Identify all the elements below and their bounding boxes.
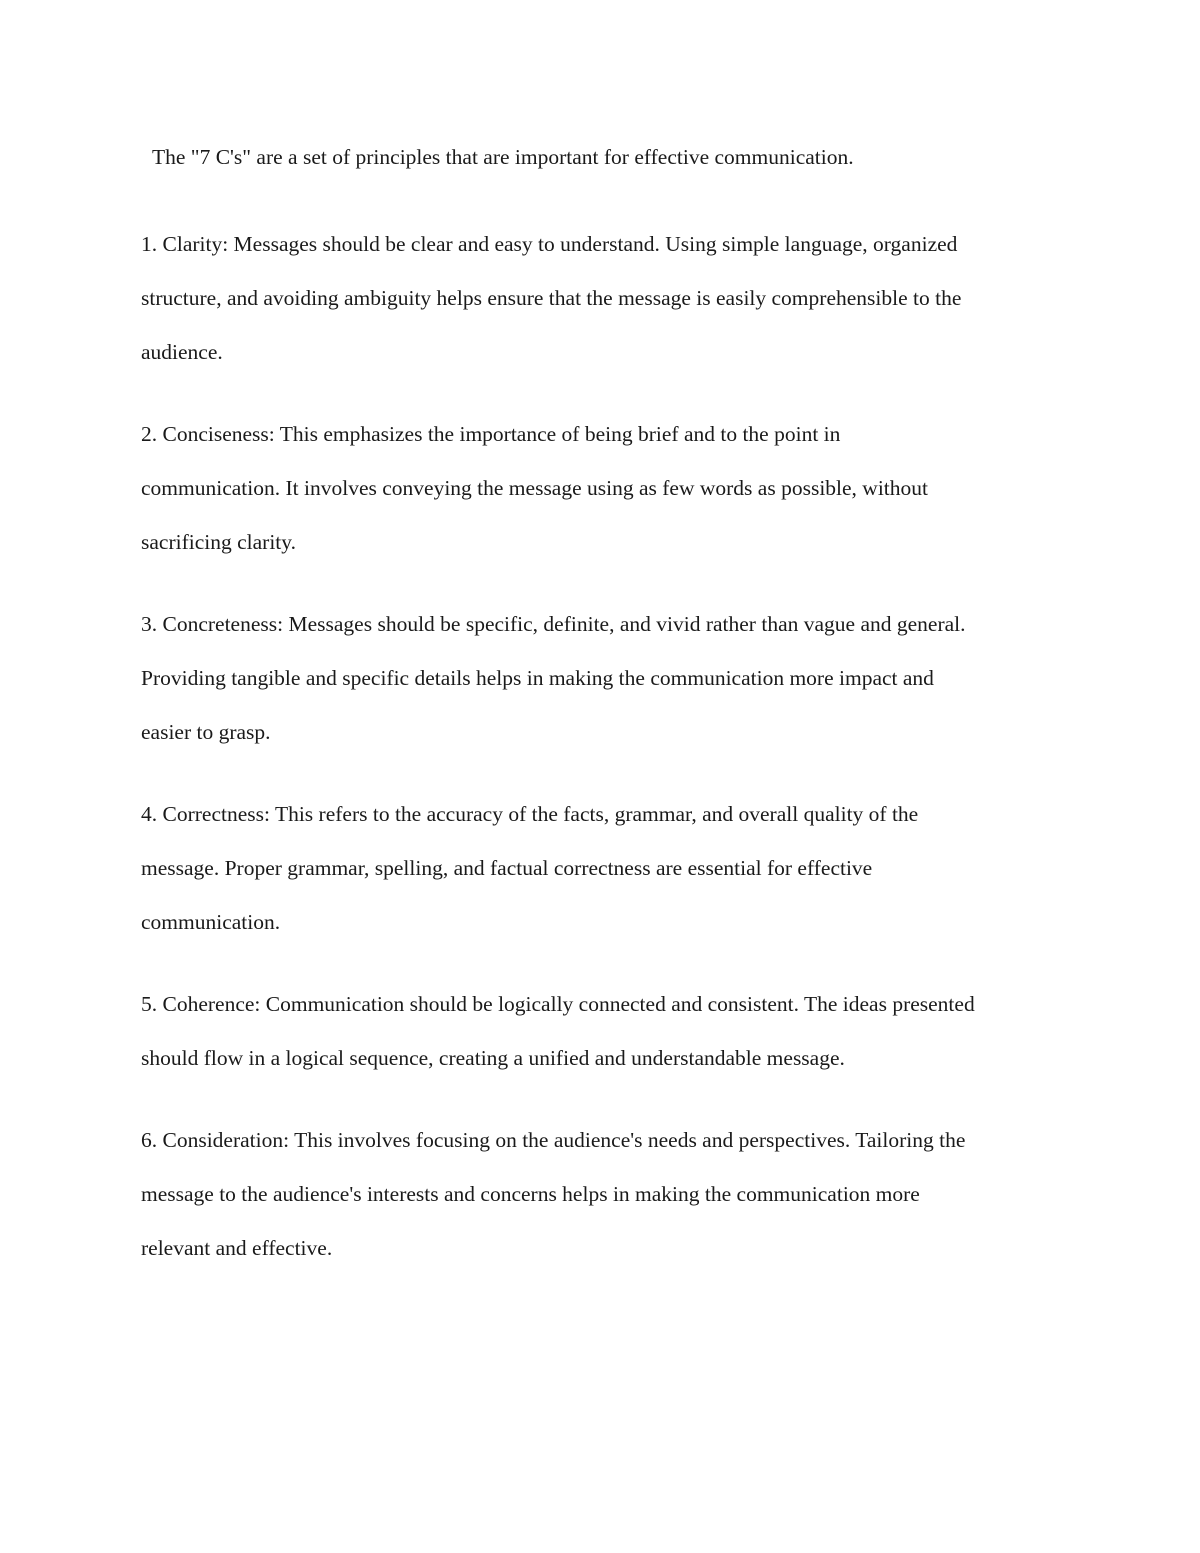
paragraph-line: audience.: [141, 340, 223, 364]
paragraph-line: should flow in a logical sequence, creating a unified and understandable message.: [141, 1046, 845, 1070]
paragraph-line: 4. Correctness: This refers to the accuracy of the facts, grammar, and overall quality of the: [141, 802, 919, 826]
paragraph-line: 6. Consideration: This involves focusing on the audience's needs and perspectives. Tailoring the: [141, 1128, 966, 1152]
paragraph-line: 2. Conciseness: This emphasizes the importance of being brief and to the point in: [141, 422, 841, 446]
paragraph-coherence: [141, 977, 1071, 1085]
paragraph-line: easier to grasp.: [141, 720, 271, 744]
paragraph-line: 1. Clarity: Messages should be clear and easy to understand. Using simple language, organized: [141, 232, 958, 256]
paragraph-line: communication.: [141, 910, 281, 934]
paragraph-correctness: [141, 787, 1071, 949]
paragraph-line: 5. Coherence: Communication should be logically connected and consistent. The ideas presented: [141, 992, 975, 1016]
paragraph-line: relevant and effective.: [141, 1236, 333, 1260]
paragraph-concreteness: [141, 597, 1071, 759]
paragraph-conciseness: [141, 407, 1071, 569]
paragraph-line: structure, and avoiding ambiguity helps ensure that the message is easily comprehensible to the: [141, 286, 962, 310]
intro-paragraph: The "7 C's" are a set of principles that are important for effective communication.: [152, 145, 854, 169]
paragraph-clarity: [141, 217, 1071, 379]
paragraph-line: sacrificing clarity.: [141, 530, 297, 554]
paragraph-line: message. Proper grammar, spelling, and factual correctness are essential for effective: [141, 856, 873, 880]
document-body: [141, 140, 1071, 1303]
paragraph-line: 3. Concreteness: Messages should be specific, definite, and vivid rather than vague and general.: [141, 612, 966, 636]
paragraph-line: communication. It involves conveying the message using as few words as possible, without: [141, 476, 929, 500]
paragraph-line: message to the audience's interests and concerns helps in making the communication more: [141, 1182, 920, 1206]
paragraph-line: Providing tangible and specific details helps in making the communication more impact and: [141, 666, 934, 690]
paragraph-consideration: [141, 1113, 1071, 1275]
